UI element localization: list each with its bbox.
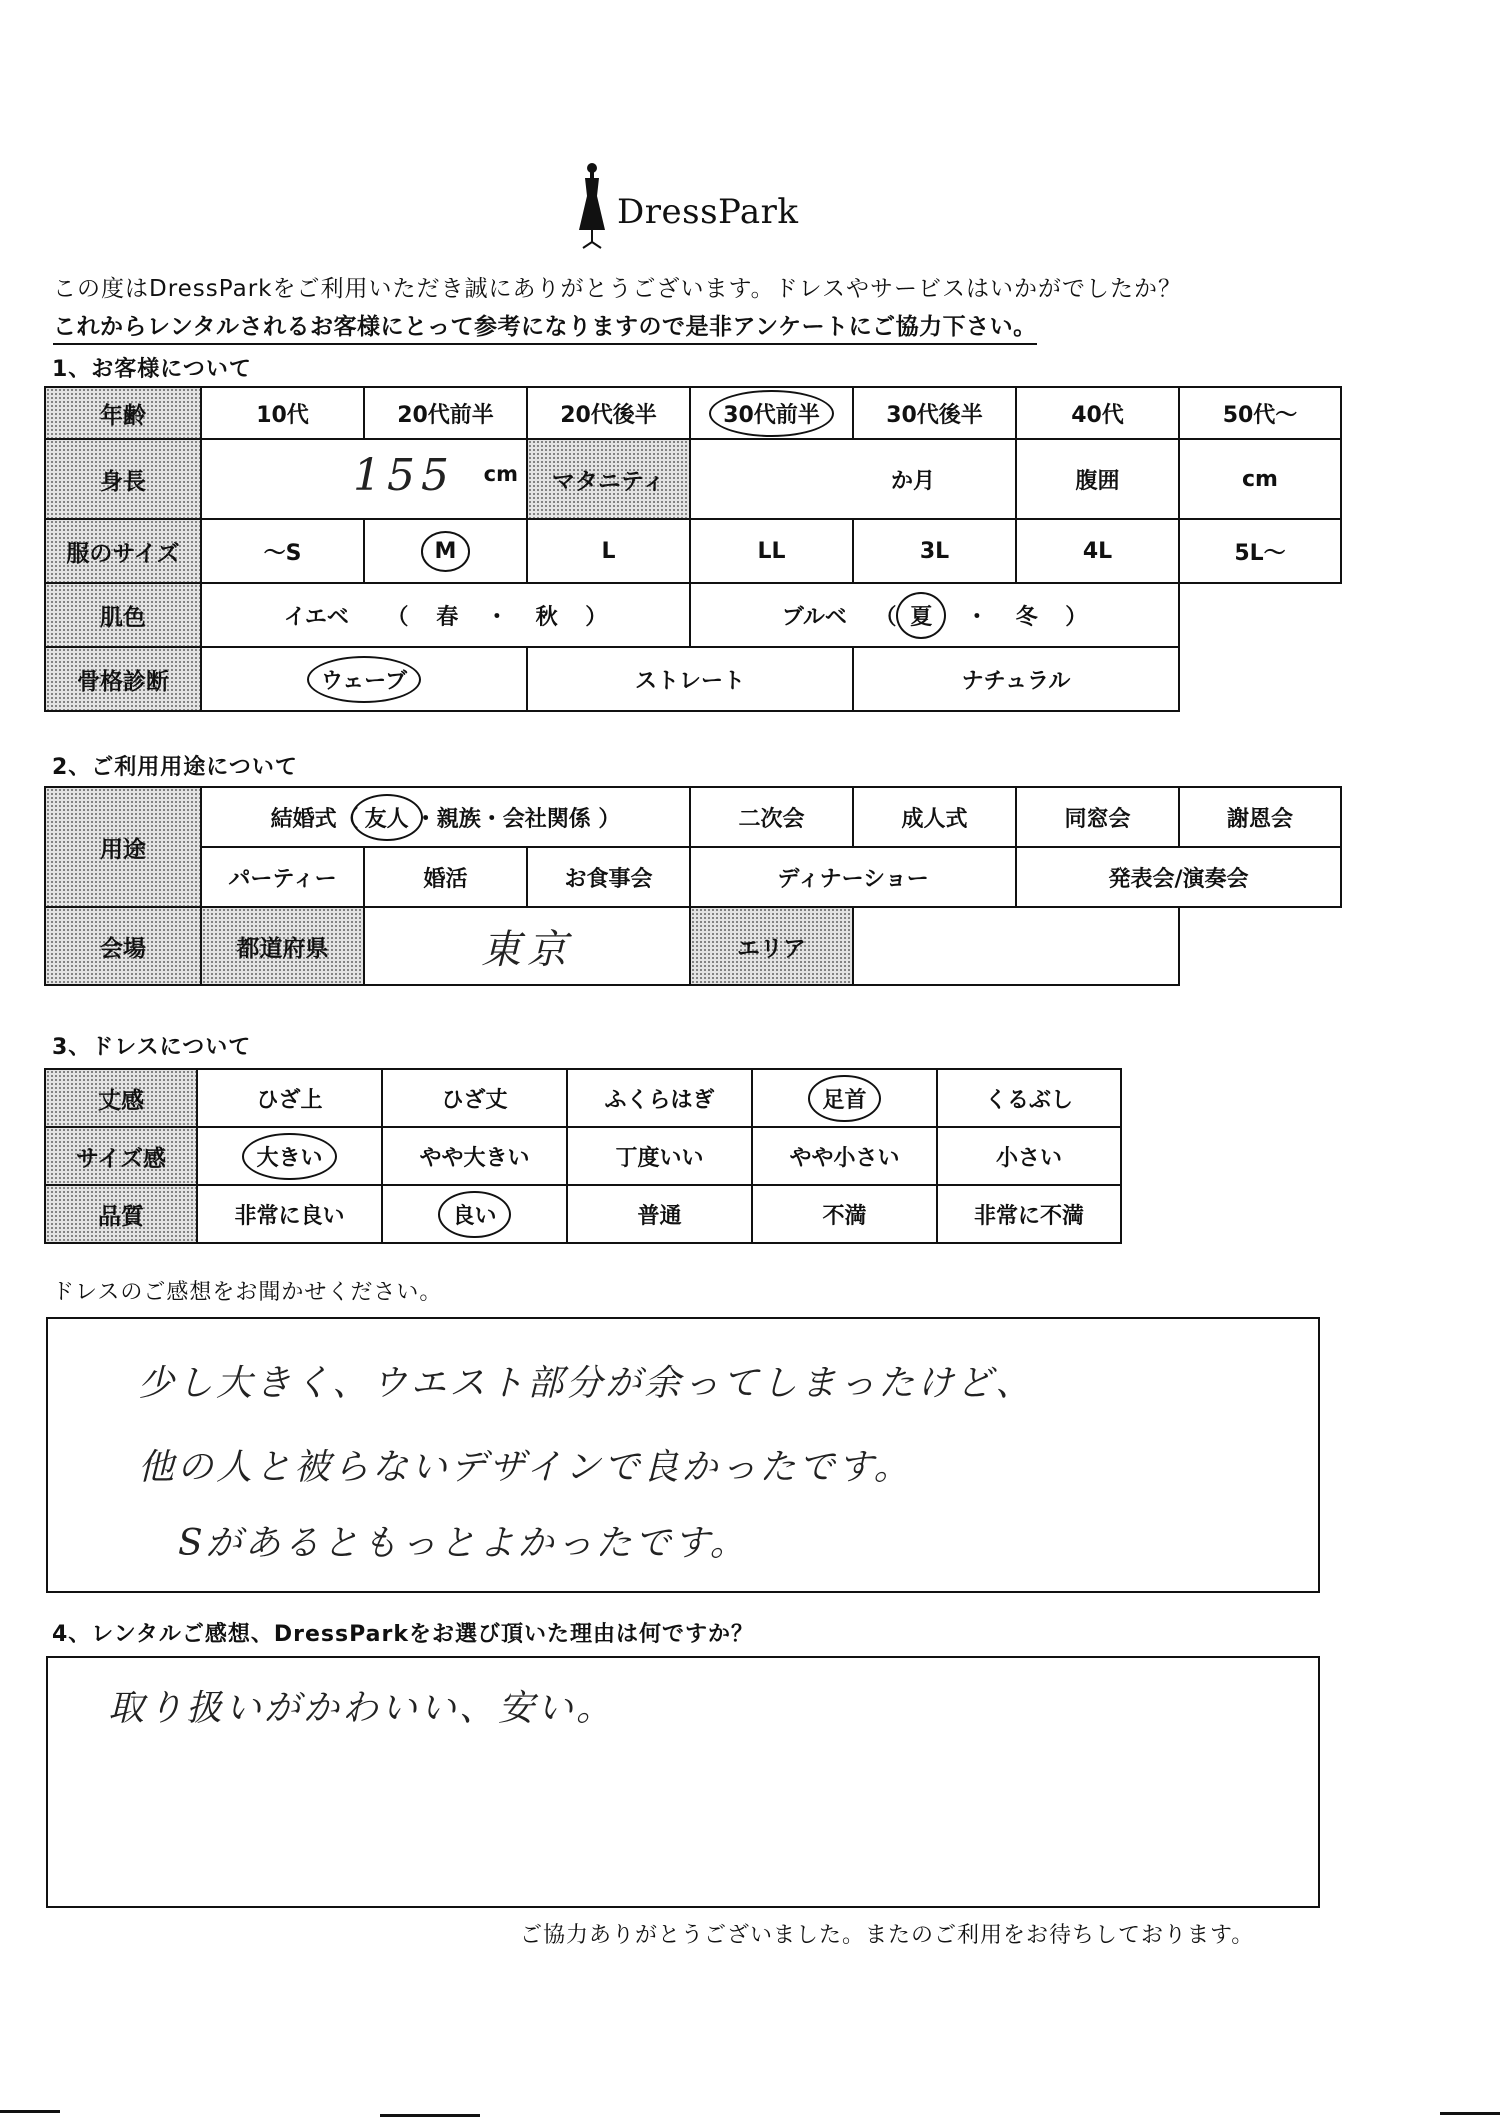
blue-base-field[interactable]: ブルベ （ 夏 ・ 冬 ） [690,583,1179,647]
frame-option[interactable]: ストレート [527,647,853,711]
age-option[interactable]: 20代前半 [364,387,527,439]
quality-option[interactable]: 不満 [752,1185,937,1243]
purpose-option[interactable]: 成人式 [853,787,1016,847]
venue-label: 会場 [45,907,201,985]
wedding-relative-option[interactable]: 親族 [436,806,481,832]
dress-mannequin-icon [575,160,609,252]
usage-row-2 [45,847,1341,907]
usage-table [44,786,1342,986]
purpose-option[interactable]: 謝恩会 [1179,787,1341,847]
length-row [45,1069,1121,1127]
customer-table [44,386,1342,712]
length-option[interactable]: ひざ丈 [382,1069,567,1127]
empty-cell [1179,907,1341,985]
section3-title: 3、ドレスについて [52,1035,252,1060]
selection-circle: 30代前半 [717,398,826,429]
intro-request: これからレンタルされるお客様にとって参考になりますので是非アンケートにご協力下さい。 [53,308,1037,345]
yellow-base-label: イエベ [283,604,349,630]
height-value: 155 [353,449,455,501]
impression-box[interactable] [46,1317,1320,1593]
length-option[interactable]: ふくらはぎ [567,1069,752,1127]
footer-thanks: ご協力ありがとうございました。またのご利用をお待ちしております。 [520,1923,1255,1948]
usage-row-1 [45,787,1341,847]
maternity-label: マタニティ [527,439,690,519]
height-label: 身長 [45,439,201,519]
rental-feedback-answer: 取り扱いがかわいい、安い。 [108,1688,616,1729]
age-option[interactable]: 20代後半 [527,387,690,439]
intro-text: この度はDressParkをご利用いただき誠にありがとうございます。ドレスやサービスはいかがでしたか？ [53,276,1182,302]
purpose-label: 用途 [45,787,201,907]
size-option[interactable]: LL [690,519,853,583]
blue-base-label: ブルベ [781,604,847,630]
impression-prompt: ドレスのご感想をお聞かせください。 [52,1280,443,1305]
age-label: 年齢 [45,387,201,439]
skin-row [45,583,1341,647]
purpose-option[interactable]: 発表会/演奏会 [1016,847,1341,907]
summer-option-selected[interactable]: 夏 [904,600,938,631]
autumn-option[interactable]: 秋 [535,604,558,630]
impression-line: 少し大きく、ウエスト部分が余ってしまったけど、 [138,1363,1035,1404]
selection-circle: 良い [446,1199,502,1230]
venue-row [45,907,1341,985]
quality-row [45,1185,1121,1243]
belly-unit[interactable]: cm [1179,439,1341,519]
empty-cell [1179,647,1341,711]
fit-option-selected[interactable] [197,1127,382,1185]
size-option[interactable]: 4L [1016,519,1179,583]
purpose-option[interactable]: 婚活 [364,847,527,907]
fit-row [45,1127,1121,1185]
length-option[interactable]: くるぶし [937,1069,1121,1127]
selection-circle: ウェーブ [315,664,413,695]
age-row [45,387,1341,439]
scan-edge-mark [1440,2112,1500,2115]
prefecture-field[interactable] [364,907,690,985]
age-option[interactable]: 30代後半 [853,387,1016,439]
purpose-option[interactable]: お食事会 [527,847,690,907]
size-option[interactable]: ～S [201,519,364,583]
selection-circle: M [429,539,463,564]
length-option[interactable]: ひざ上 [197,1069,382,1127]
size-option[interactable]: 5L～ [1179,519,1341,583]
rental-feedback-box[interactable] [46,1656,1320,1908]
scan-edge-mark [380,2114,480,2117]
scan-edge-mark [0,2110,60,2113]
size-row [45,519,1341,583]
size-label: 服のサイズ [45,519,201,583]
age-option[interactable]: 10代 [201,387,364,439]
belly-label: 腹囲 [1016,439,1179,519]
fit-option[interactable]: やや大きい [382,1127,567,1185]
maternity-months-field[interactable] [690,439,1016,519]
size-option[interactable]: L [527,519,690,583]
age-option-selected[interactable] [690,387,853,439]
height-row [45,439,1341,519]
prefecture-label: 都道府県 [201,907,364,985]
size-option[interactable]: 3L [853,519,1016,583]
impression-line: Sがあるともっとよかったです。 [178,1523,749,1564]
yellow-base-field[interactable]: イエベ （ 春 ・ 秋 ） [201,583,690,647]
area-field[interactable] [853,907,1179,985]
section4-title: 4、レンタルご感想、DressParkをお選び頂いた理由は何ですか？ [52,1622,754,1647]
fit-option[interactable]: 小さい [937,1127,1121,1185]
size-option-selected[interactable] [364,519,527,583]
purpose-option[interactable]: パーティー [201,847,364,907]
purpose-option[interactable]: ディナーショー [690,847,1016,907]
quality-label: 品質 [45,1185,197,1243]
months-label: か月 [890,468,935,494]
purpose-option[interactable]: 二次会 [690,787,853,847]
brand-name: DressPark [617,192,799,232]
frame-option[interactable]: ナチュラル [853,647,1179,711]
frame-row [45,647,1341,711]
quality-option[interactable]: 普通 [567,1185,752,1243]
fit-option[interactable]: やや小さい [752,1127,937,1185]
spring-option[interactable]: 春 [436,604,459,630]
empty-cell [1179,583,1341,647]
area-label: エリア [690,907,853,985]
dress-table [44,1068,1122,1244]
winter-option[interactable]: 冬 [1015,604,1038,630]
skin-label: 肌色 [45,583,201,647]
dresspark-logo [575,160,799,252]
age-option[interactable]: 50代～ [1179,387,1341,439]
length-label: 丈感 [45,1069,197,1127]
fit-label: サイズ感 [45,1127,197,1185]
quality-option[interactable]: 非常に不満 [937,1185,1121,1243]
impression-line: 他の人と被らないデザインで良かったです。 [138,1447,913,1488]
length-option-selected[interactable] [752,1069,937,1127]
section2-title: 2、ご利用用途について [52,755,298,780]
purpose-option[interactable]: 同窓会 [1016,787,1179,847]
frame-option-selected[interactable] [201,647,527,711]
age-option[interactable]: 40代 [1016,387,1179,439]
prefecture-value: 東京 [481,926,574,973]
fit-option[interactable]: 丁度いい [567,1127,752,1185]
frame-label: 骨格診断 [45,647,201,711]
height-field[interactable] [201,439,527,519]
height-unit: cm [483,462,518,486]
quality-option-selected[interactable] [382,1185,567,1243]
wedding-label: 結婚式 [270,806,337,832]
wedding-friend-selected[interactable]: 友人 [359,802,415,833]
section1-title: 1、お客様について [52,357,252,382]
wedding-field[interactable]: 結婚式（ 友人 ・親族・会社関係 ） [201,787,690,847]
quality-option[interactable]: 非常に良い [197,1185,382,1243]
wedding-company-option[interactable]: 会社関係 [502,806,591,832]
selection-circle: 足首 [816,1083,872,1114]
selection-circle: 大きい [250,1141,328,1172]
